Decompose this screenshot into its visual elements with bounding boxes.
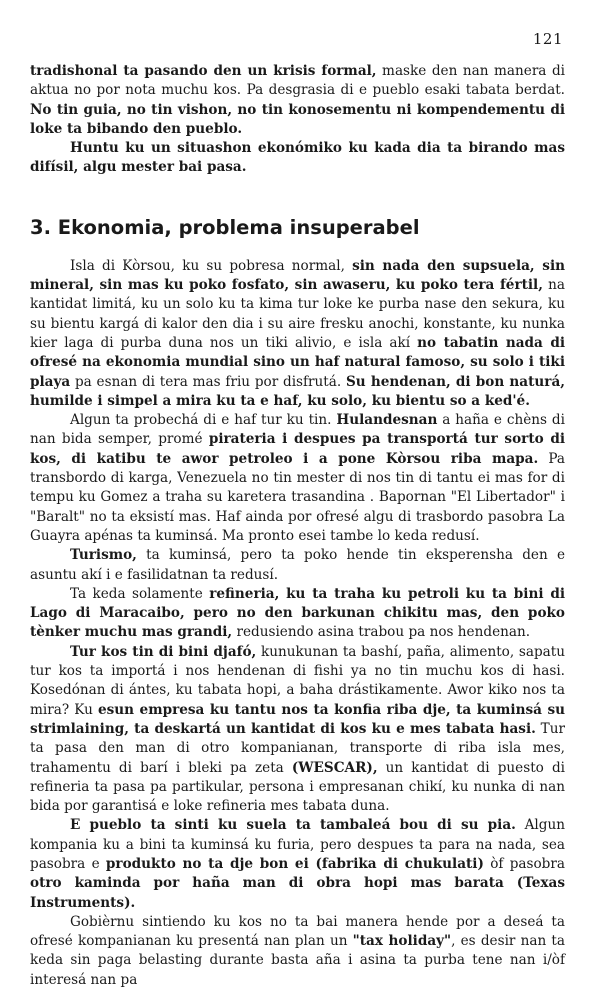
text-run: kunukunan ta bashí, paña, alimento, sapatu tur kos ta importá i nos hendenan di fishi ya no tin muchu kos di hasi. Kosedónan di ántes, ku tabata hopi, a baha drástikamente. Awor kiko nos ta mira? Ku [30, 643, 565, 718]
body-paragraph-4 [30, 585, 565, 643]
bold-text-run: (WESCAR), [291, 759, 378, 776]
text-run: na kantidat limitá, ku un solo ku ta kima tur loke ke purba nase den sekura, ku su bientu kargá di kalor den dia i su aire fresku anochi, konstante, ku nunka kier laga di purba duna nos un tiki alivio, e isla akí [30, 277, 565, 351]
body-paragraph-1 [30, 257, 565, 411]
bold-text-run: tradishonal ta pasando den un krisis formal, [30, 63, 377, 79]
bold-text-run: E pueblo ta sinti ku suela ta tambaleá bou di su pia. [70, 817, 516, 834]
bold-text-run: sin nada den supsuela, sin mineral, sin mas ku poko fosfato, sin awaseru, ku poko tera fértil, [30, 257, 565, 294]
text-run: , es desir nan ta keda sin paga belasting durante basta aña i asina ta purba tene nan i/òf interesá nan pa [30, 933, 565, 988]
bold-text-run: no tabatin nada di ofresé na ekonomia mundial sino un haf natural famoso, su solo i tiki playa [30, 334, 565, 390]
intro-paragraph-2 [30, 139, 565, 178]
text-run: Tur ta pasa den man di otro kompanianan, transporte di riba isla mes, trahamentu di barí i bleki pa zeta [30, 720, 565, 776]
bold-text-run: otro kaminda por haña man di obra hopi mas barata (Texas Instruments). [30, 875, 565, 911]
text-run: Gobièrnu sintiendo ku kos no ta bai manera hende por a deseá ta ofresé kompanianan ku presentá nan plan un [30, 913, 565, 950]
text-run: Isla di Kòrsou, ku su pobresa normal, [70, 257, 353, 274]
body-paragraph-3 [30, 546, 565, 585]
text-run: un kantidat di puesto di refineria ta pasa pa partikular, persona i empresanan chikí, ku nunka di nan bida por garantisá e loke refineria mes tabata duna. [30, 759, 565, 815]
body-paragraph-5 [30, 643, 565, 817]
section-heading: 3. Ekonomia, problema insuperabel [30, 215, 420, 239]
bold-text-run: Huntu ku un situashon ekonómiko ku kada dia ta birando mas difísil, algu mester bai pasa. [30, 140, 565, 176]
bold-text-run: refineria, ku ta traha ku petroli ku ta bini di Lago di Maracaibo, pero no den barkunan chikitu mas, den poko tènker muchu mas grandi, [30, 585, 565, 641]
text-run: Ta keda solamente [70, 585, 210, 602]
bold-text-run: esun empresa ku tantu nos ta konfia riba dje, ta kuminsá su strimlaining, ta deskartá un kantidat di kos ku e mes tabata hasi. [30, 701, 565, 737]
bold-text-run: Hulandesnan [336, 412, 438, 429]
bold-text-run: "tax holiday" [352, 933, 452, 950]
body-paragraph-7 [30, 913, 565, 990]
intro-paragraph-1 [30, 62, 565, 139]
bold-text-run: Turismo, [70, 547, 137, 564]
text-run: ta kuminsá, pero ta poko hende tin eksperensha den e asuntu akí i e fasilidatnan ta redusí. [30, 547, 565, 583]
page-number: 121 [532, 30, 563, 48]
text-run: pa esnan di tera mas friu por disfrutá. [70, 373, 346, 390]
text-run: Algun kompania ku a bini ta kuminsá ku furia, pero despues ta para na nada, sea pasobra e [30, 817, 565, 872]
text-run: a haña e chèns di nan bida semper, promé [30, 412, 565, 448]
bold-text-run: produkto no ta dje bon ei (fabrika di chukulati) [105, 855, 484, 872]
text-run: òf pasobra [483, 855, 565, 872]
page-body [30, 62, 565, 990]
bold-text-run: Tur kos tin di bini djafó, [70, 643, 257, 660]
bold-text-run: Su hendenan, di bon naturá, humilde i simpel a mira ku ta e haf, ku solo, ku bientu so a ked'é. [30, 373, 565, 409]
text-run: Pa transbordo di karga, Venezuela no tin mester di nos tin di tantu ei mas for di tempu ku Gomez a traha su karetera trasandina . Bapornan "El Libertador" i "Baralt" no ta eksistí mas. Haf ainda por ofresé algu di trasbordo pasobra La Guayra apénas ta kuminsá. Ma pronto esei tambe lo keda redusí. [30, 450, 566, 544]
body-paragraph-2 [30, 411, 565, 546]
text-run: maske den nan manera di aktua no por nota muchu kos. Pa desgrasia di e pueblo esaki tabata berdat. [30, 63, 565, 99]
text-run: redusiendo asina trabou pa nos hendenan. [232, 624, 531, 641]
body-paragraph-6 [30, 816, 565, 912]
bold-text-run: pirateria i despues pa transportá tur sorto di kos, di katibu te awor petroleo i a pone Kòrsou riba mapa. [30, 431, 565, 467]
text-run: Algun ta probechá di e haf tur ku tin. [70, 412, 337, 429]
bold-text-run: No tin guia, no tin vishon, no tin konosementu ni kompendementu di loke ta bibando den pueblo. [30, 101, 565, 137]
